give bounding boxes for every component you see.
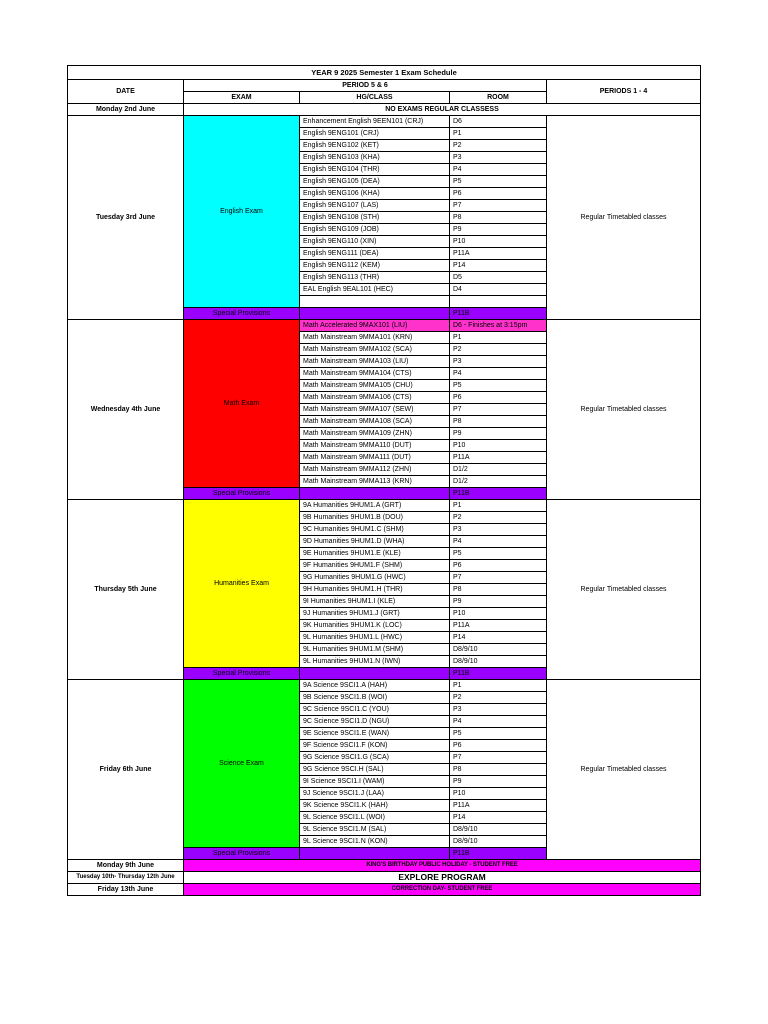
periods-1-4-cell: Regular Timetabled classes [547,499,701,679]
hg-class-cell: EAL English 9EAL101 (HEC) [300,284,450,296]
room-cell: D6 - Finishes at 3:15pm [450,319,547,331]
footer-day-date: Tuesday 10th- Thursday 12th June [68,871,184,883]
hg-class-cell: Math Mainstream 9MMA101 (KRN) [300,331,450,343]
room-cell: P5 [450,379,547,391]
hg-class-cell: English 9ENG102 (KET) [300,140,450,152]
room-cell: D8/9/10 [450,823,547,835]
room-cell: P3 [450,703,547,715]
periods-1-4-cell: Regular Timetabled classes [547,679,701,859]
exam-subject-cell: Math Exam [184,319,300,487]
room-cell: P14 [450,631,547,643]
room-cell: P5 [450,727,547,739]
periods-1-4-cell: Regular Timetabled classes [547,116,701,320]
room-cell: P5 [450,176,547,188]
hg-class-cell: 9F Humanities 9HUM1.F (SHM) [300,559,450,571]
hg-class-cell: Math Mainstream 9MMA108 (SCA) [300,415,450,427]
room-cell: P1 [450,128,547,140]
room-cell: P11A [450,619,547,631]
special-provisions-room: P11B [450,667,547,679]
hg-class-cell: Math Accelerated 9MAX101 (LIU) [300,319,450,331]
exam-day-date: Friday 6th June [68,679,184,859]
room-cell: P3 [450,152,547,164]
hg-class-cell: English 9ENG108 (STH) [300,212,450,224]
footer-day-date: Monday 9th June [68,859,184,871]
room-cell: P2 [450,140,547,152]
special-provisions-class [300,307,450,319]
hg-class-cell: 9L Science 9SCI1.L (WOI) [300,811,450,823]
hg-class-cell: 9E Science 9SCI1.E (WAN) [300,727,450,739]
room-cell: P2 [450,343,547,355]
room-cell: P1 [450,679,547,691]
hg-class-cell: 9K Science 9SCI1.K (HAH) [300,799,450,811]
hg-class-cell: 9E Humanities 9HUM1.E (KLE) [300,547,450,559]
footer-day-row [68,871,701,883]
room-cell: P4 [450,164,547,176]
exam-class-row [68,679,701,691]
hg-class-header: HG/CLASS [300,92,450,104]
hg-class-cell: 9I Science 9SCI1.I (WAM) [300,775,450,787]
hg-class-cell: 9L Humanities 9HUM1.N (IWN) [300,655,450,667]
hg-class-cell: Math Mainstream 9MMA110 (DUT) [300,439,450,451]
room-cell: P11A [450,451,547,463]
room-cell: D8/9/10 [450,835,547,847]
room-cell: D5 [450,272,547,284]
room-cell: P8 [450,415,547,427]
hg-class-cell: English 9ENG107 (LAS) [300,200,450,212]
special-provisions-room: P11B [450,487,547,499]
exam-class-row [68,116,701,128]
no-exam-date: Monday 2nd June [68,104,184,116]
room-cell: P1 [450,331,547,343]
hg-class-cell [300,296,450,308]
hg-class-cell: English 9ENG110 (XIN) [300,236,450,248]
footer-day-note: KING'S BIRTHDAY PUBLIC HOLIDAY - STUDENT FREE [184,859,701,871]
exam-day-date: Tuesday 3rd June [68,116,184,320]
hg-class-cell: 9G Science 9SCI1.G (SCA) [300,751,450,763]
room-cell: P3 [450,355,547,367]
hg-class-cell: English 9ENG106 (KHA) [300,188,450,200]
special-provisions-room: P11B [450,307,547,319]
footer-day-date: Friday 13th June [68,883,184,895]
hg-class-cell: 9L Science 9SCI1.N (KON) [300,835,450,847]
hg-class-cell: 9I Humanities 9HUM1.I (KLE) [300,595,450,607]
room-cell [450,296,547,308]
hg-class-cell: Math Mainstream 9MMA112 (ZHN) [300,463,450,475]
hg-class-cell: 9C Science 9SCI1.C (YOU) [300,703,450,715]
hg-class-cell: 9J Humanities 9HUM1.J (GRT) [300,607,450,619]
hg-class-cell: English 9ENG105 (DEA) [300,176,450,188]
hg-class-cell: Math Mainstream 9MMA113 (KRN) [300,475,450,487]
footer-day-row [68,883,701,895]
exam-subject-cell: Science Exam [184,679,300,847]
no-exam-note: NO EXAMS REGULAR CLASSESS [184,104,701,116]
special-provisions-label: Special Provisions [184,667,300,679]
exam-day-date: Wednesday 4th June [68,319,184,499]
room-cell: P7 [450,200,547,212]
hg-class-cell: 9L Humanities 9HUM1.L (HWC) [300,631,450,643]
exam-subject-cell: Humanities Exam [184,499,300,667]
room-cell: P11A [450,248,547,260]
special-provisions-label: Special Provisions [184,487,300,499]
hg-class-cell: Math Mainstream 9MMA109 (ZHN) [300,427,450,439]
title-row [68,66,701,80]
room-cell: D8/9/10 [450,643,547,655]
room-cell: P4 [450,535,547,547]
hg-class-cell: 9L Humanities 9HUM1.M (SHM) [300,643,450,655]
room-cell: P7 [450,751,547,763]
hg-class-cell: 9H Humanities 9HUM1.H (THR) [300,583,450,595]
schedule-title: YEAR 9 2025 Semester 1 Exam Schedule [68,66,701,80]
special-provisions-class [300,847,450,859]
hg-class-cell: 9C Humanities 9HUM1.C (SHM) [300,523,450,535]
hg-class-cell: English 9ENG111 (DEA) [300,248,450,260]
room-cell: P10 [450,607,547,619]
hg-class-cell: English 9ENG104 (THR) [300,164,450,176]
hg-class-cell: 9B Science 9SCI1.B (WOI) [300,691,450,703]
periods-1-4-header: PERIODS 1 - 4 [547,80,701,104]
room-cell: P14 [450,260,547,272]
room-cell: P6 [450,739,547,751]
hg-class-cell: Math Mainstream 9MMA105 (CHU) [300,379,450,391]
room-cell: P2 [450,691,547,703]
hg-class-cell: 9D Humanities 9HUM1.D (WHA) [300,535,450,547]
room-cell: P9 [450,595,547,607]
room-cell: P8 [450,583,547,595]
hg-class-cell: 9J Science 9SCI1.J (LAA) [300,787,450,799]
hg-class-cell: Math Mainstream 9MMA111 (DUT) [300,451,450,463]
exam-day-date: Thursday 5th June [68,499,184,679]
footer-day-note: EXPLORE PROGRAM [184,871,701,883]
hg-class-cell: English 9ENG109 (JOB) [300,224,450,236]
room-cell: P8 [450,212,547,224]
room-cell: D6 [450,116,547,128]
hg-class-cell: 9K Humanities 9HUM1.K (LOC) [300,619,450,631]
exam-subject-cell: English Exam [184,116,300,308]
special-provisions-label: Special Provisions [184,307,300,319]
hg-class-cell: 9F Science 9SCI1.F (KON) [300,739,450,751]
hg-class-cell: English 9ENG101 (CRJ) [300,128,450,140]
hg-class-cell: 9B Humanities 9HUM1.B (DOU) [300,511,450,523]
room-cell: D4 [450,284,547,296]
periods-1-4-cell: Regular Timetabled classes [547,319,701,499]
date-header: DATE [68,80,184,104]
room-cell: P7 [450,403,547,415]
special-provisions-room: P11B [450,847,547,859]
hg-class-cell: English 9ENG113 (THR) [300,272,450,284]
room-cell: P9 [450,427,547,439]
hg-class-cell: English 9ENG112 (KEM) [300,260,450,272]
exam-schedule-table [67,65,701,896]
hg-class-cell: Math Mainstream 9MMA103 (LIU) [300,355,450,367]
footer-day-row [68,859,701,871]
hg-class-cell: Enhancement English 9EEN101 (CRJ) [300,116,450,128]
period-group-header: PERIOD 5 & 6 [184,80,547,92]
special-provisions-label: Special Provisions [184,847,300,859]
room-header: ROOM [450,92,547,104]
room-cell: P2 [450,511,547,523]
room-cell: D8/9/10 [450,655,547,667]
hg-class-cell: English 9ENG103 (KHA) [300,152,450,164]
hg-class-cell: 9L Science 9SCI1.M (SAL) [300,823,450,835]
hg-class-cell: 9A Science 9SCI1.A (HAH) [300,679,450,691]
exam-class-row [68,499,701,511]
room-cell: P11A [450,799,547,811]
hg-class-cell: Math Mainstream 9MMA104 (CTS) [300,367,450,379]
room-cell: D1/2 [450,463,547,475]
no-exam-row [68,104,701,116]
hg-class-cell: Math Mainstream 9MMA107 (SEW) [300,403,450,415]
room-cell: P9 [450,775,547,787]
hg-class-cell: Math Mainstream 9MMA102 (SCA) [300,343,450,355]
room-cell: P6 [450,188,547,200]
room-cell: P3 [450,523,547,535]
footer-day-note: CORRECTION DAY- STUDENT FREE [184,883,701,895]
room-cell: P10 [450,439,547,451]
room-cell: P8 [450,763,547,775]
room-cell: P4 [450,715,547,727]
hg-class-cell: 9A Humanities 9HUM1.A (GRT) [300,499,450,511]
special-provisions-class [300,487,450,499]
room-cell: P4 [450,367,547,379]
room-cell: P6 [450,559,547,571]
room-cell: P1 [450,499,547,511]
room-cell: P7 [450,571,547,583]
hg-class-cell: 9C Science 9SCI1.D (NGU) [300,715,450,727]
room-cell: P9 [450,224,547,236]
hg-class-cell: 9G Science 9SCI.H (SAL) [300,763,450,775]
header-row-1 [68,80,701,92]
room-cell: P6 [450,391,547,403]
room-cell: P5 [450,547,547,559]
room-cell: P14 [450,811,547,823]
exam-header: EXAM [184,92,300,104]
special-provisions-class [300,667,450,679]
exam-class-row [68,319,701,331]
room-cell: P10 [450,787,547,799]
hg-class-cell: 9G Humanities 9HUM1.G (HWC) [300,571,450,583]
hg-class-cell: Math Mainstream 9MMA106 (CTS) [300,391,450,403]
room-cell: P10 [450,236,547,248]
room-cell: D1/2 [450,475,547,487]
